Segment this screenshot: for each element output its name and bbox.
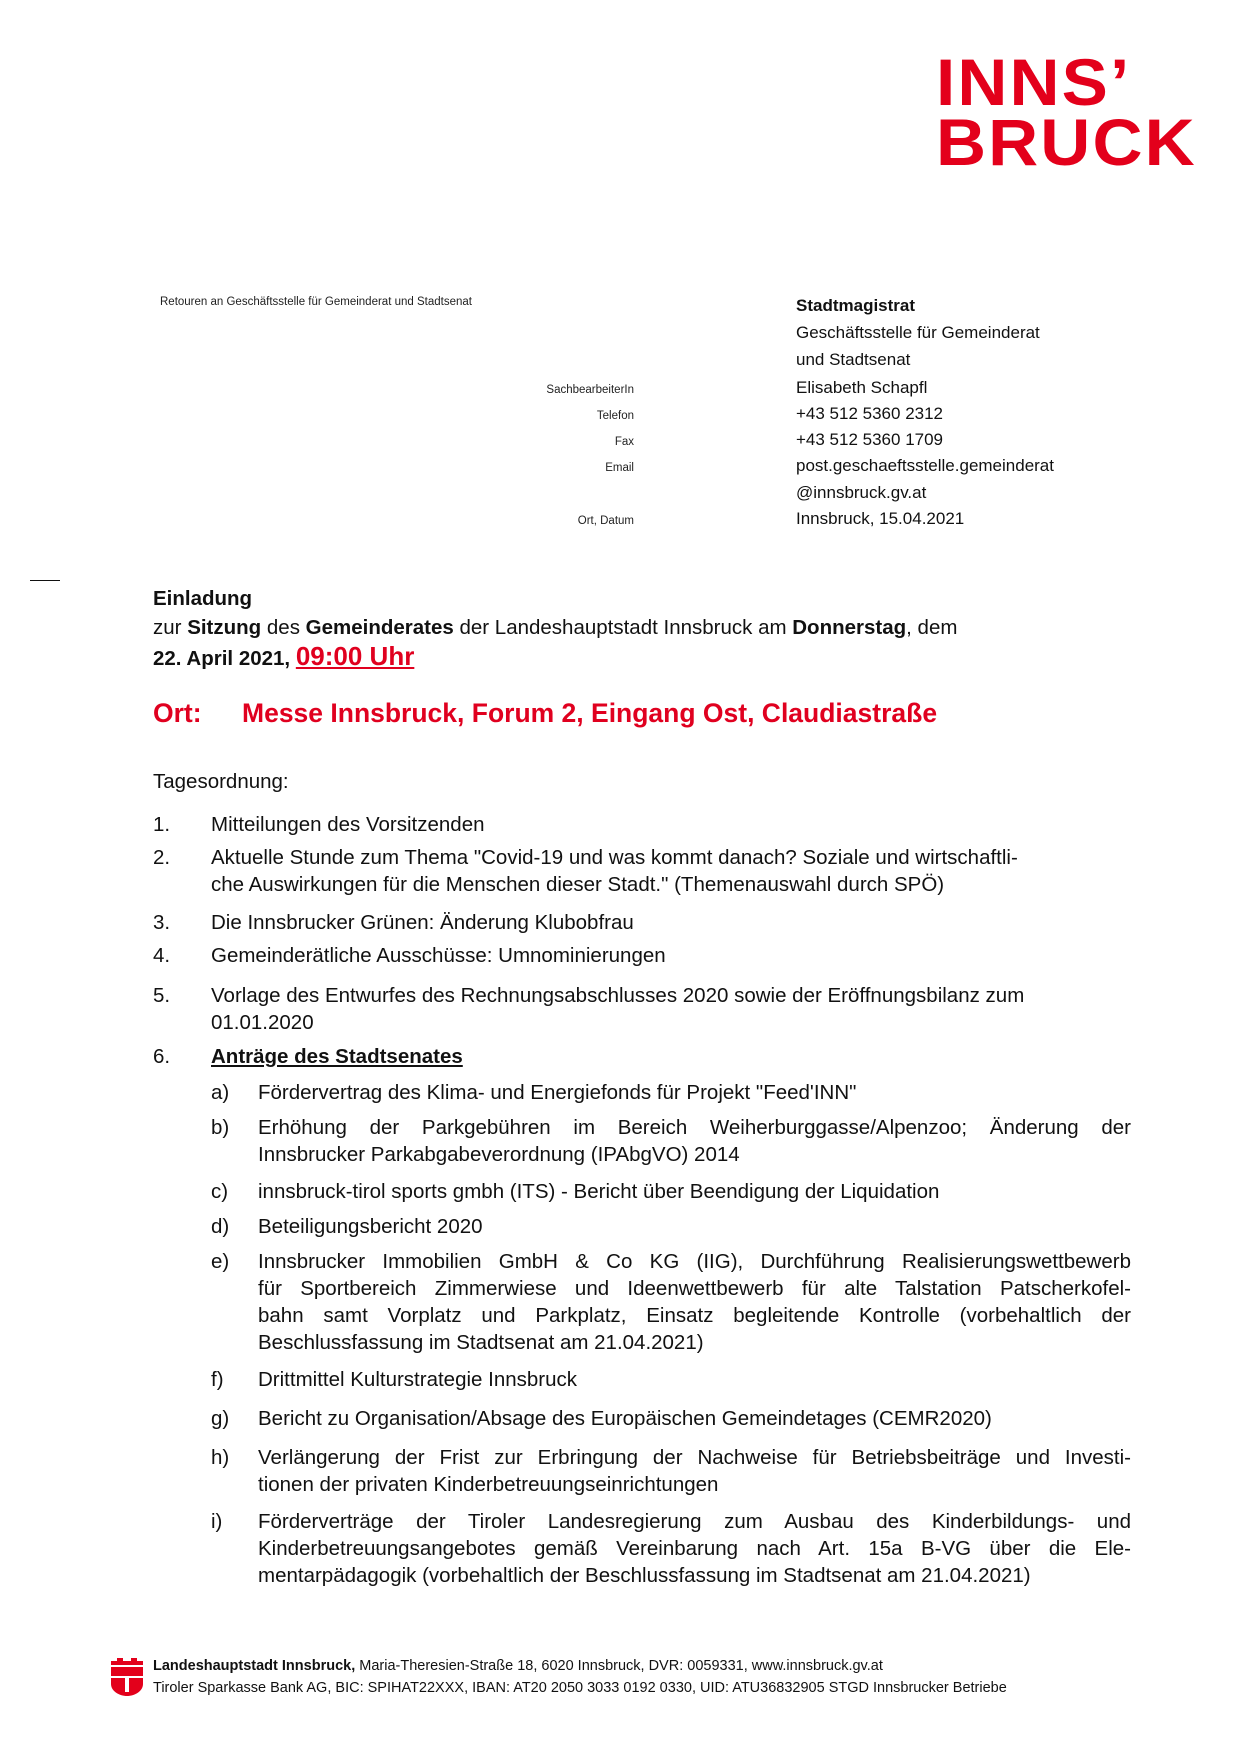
footer xyxy=(153,1655,1007,1699)
agenda-number: 6. xyxy=(153,1045,171,1068)
subitem-letter: i) xyxy=(211,1510,223,1533)
inv-text-d: Gemeinderates xyxy=(305,616,454,639)
subitem-line: Verlängerung der Frist zur Erbringung der Nachweise für Betriebsbeiträge und Investi- xyxy=(258,1446,1131,1469)
footer-line-1 xyxy=(153,1655,1007,1677)
sender-dept-line-2: und Stadtsenat xyxy=(796,350,911,369)
agenda-heading: Tagesordnung: xyxy=(153,770,289,793)
agenda-text: Anträge des Stadtsenates xyxy=(211,1045,463,1068)
subitem-line: Bericht zu Organisation/Absage des Europäischen Gemeindetages (CEMR2020) xyxy=(258,1407,992,1430)
inv-text-f: Donnerstag xyxy=(792,616,907,639)
subitem-letter: c) xyxy=(211,1180,229,1203)
subitem-letter: e) xyxy=(211,1250,230,1273)
subitem-line: mentarpädagogik (vorbehaltlich der Beschlussfassung im Stadtsenat am 21.04.2021) xyxy=(258,1564,1031,1587)
logo-line-2: BRUCK xyxy=(936,105,1197,179)
inv-text-e: der Landeshauptstadt Innsbruck am xyxy=(453,616,793,639)
invitation-line xyxy=(153,613,1133,642)
coat-of-arms-icon xyxy=(110,1657,144,1697)
subitem-letter: b) xyxy=(211,1116,230,1139)
subitem-letter: h) xyxy=(211,1446,230,1469)
agenda-text-line-1: Vorlage des Entwurfes des Rechnungsabschlusses 2020 sowie der Eröffnungsbilanz zum xyxy=(211,984,1025,1007)
clerk-label: SachbearbeiterIn xyxy=(546,384,634,396)
subitem-letter: g) xyxy=(211,1407,230,1430)
phone-value: +43 512 5360 2312 xyxy=(796,404,944,423)
invitation-date: 22. April 2021, xyxy=(153,647,296,670)
sender-dept-line-1: Geschäftsstelle für Gemeinderat xyxy=(796,323,1040,342)
date-label: Ort, Datum xyxy=(577,515,634,527)
subitem-line: Beteiligungsbericht 2020 xyxy=(258,1215,483,1238)
subitem-line: Fördervertrag des Klima- und Energiefonds für Projekt "Feed'INN" xyxy=(258,1081,857,1104)
return-address: Retouren an Geschäftsstelle für Gemeinderat und Stadtsenat xyxy=(160,296,472,308)
fold-mark xyxy=(30,580,60,581)
email-value-line-1: post.geschaeftsstelle.gemeinderat xyxy=(796,456,1054,475)
invitation-date-line xyxy=(153,642,1133,673)
footer-address: Maria-Theresien-Straße 18, 6020 Innsbruck, DVR: 0059331, www.innsbruck.gv.at xyxy=(355,1658,883,1674)
inv-text-a: zur xyxy=(153,616,188,639)
agenda-number: 2. xyxy=(153,846,171,869)
agenda-number: 4. xyxy=(153,944,171,967)
inv-text-b: Sitzung xyxy=(187,616,262,639)
clerk-value: Elisabeth Schapfl xyxy=(796,378,928,397)
subitem-line: tionen der privaten Kinderbetreuungseinrichtungen xyxy=(258,1473,719,1496)
subitem-line: Förderverträge der Tiroler Landesregierung zum Ausbau des Kinderbildungs- und xyxy=(258,1510,1131,1533)
subitem-line: Erhöhung der Parkgebühren im Bereich Weiherburggasse/Alpenzoo; Änderung der xyxy=(258,1116,1131,1139)
logo-line-1: INNS’ xyxy=(936,45,1132,119)
subitem-line: für Sportbereich Zimmerwiese und Ideenwettbewerb für alte Talstation Patscherkofel- xyxy=(258,1277,1131,1300)
subitem-line: Innsbrucker Immobilien GmbH & Co KG (IIG), Durchführung Realisierungswettbewerb xyxy=(258,1250,1131,1273)
inv-text-g: , dem xyxy=(906,616,958,639)
subitem-line: Kinderbetreuungsangebotes gemäß Vereinbarung nach Art. 15a B-VG über die Ele- xyxy=(258,1537,1131,1560)
agenda-text: Gemeinderätliche Ausschüsse: Umnominierungen xyxy=(211,944,666,967)
subitem-letter: f) xyxy=(211,1368,224,1391)
sender-org: Stadtmagistrat xyxy=(796,296,916,315)
date-value: Innsbruck, 15.04.2021 xyxy=(796,509,965,528)
agenda-text: Mitteilungen des Vorsitzenden xyxy=(211,813,485,836)
innsbruck-logo xyxy=(936,45,1197,179)
fax-value: +43 512 5360 1709 xyxy=(796,430,944,449)
subitem-line: innsbruck-tirol sports gmbh (ITS) - Bericht über Beendigung der Liquidation xyxy=(258,1180,940,1203)
location-label: Ort: xyxy=(153,698,202,728)
fax-label: Fax xyxy=(614,436,634,448)
agenda-text-line-2: che Auswirkungen für die Menschen dieser Stadt." (Themenauswahl durch SPÖ) xyxy=(211,873,945,896)
subitem-line: Innsbrucker Parkabgabeverordnung (IPAbgVO) 2014 xyxy=(258,1143,740,1166)
subitem-line: bahn samt Vorplatz und Parkplatz, Einsatz begleitende Kontrolle (vorbehaltlich der xyxy=(258,1304,1131,1327)
email-label: Email xyxy=(605,462,634,474)
agenda-number: 5. xyxy=(153,984,171,1007)
agenda-text-line-1: Aktuelle Stunde zum Thema "Covid-19 und was kommt danach? Soziale und wirtschaftli- xyxy=(211,846,1018,869)
agenda-number: 3. xyxy=(153,911,171,934)
location xyxy=(153,698,937,729)
location-value: Messe Innsbruck, Forum 2, Eingang Ost, Claudiastraße xyxy=(242,698,938,728)
subitem-line: Beschlussfassung im Stadtsenat am 21.04.2021) xyxy=(258,1331,704,1354)
subitem-letter: d) xyxy=(211,1215,230,1238)
invitation-title: Einladung xyxy=(153,587,253,610)
agenda-text: Die Innsbrucker Grünen: Änderung Klubobfrau xyxy=(211,911,634,934)
invitation xyxy=(153,584,1133,673)
agenda-text-line-2: 01.01.2020 xyxy=(211,1011,314,1034)
subitem-line: Drittmittel Kulturstrategie Innsbruck xyxy=(258,1368,578,1391)
phone-label: Telefon xyxy=(596,410,634,422)
agenda-number: 1. xyxy=(153,813,171,836)
sender-block xyxy=(796,292,1040,373)
footer-bank: Tiroler Sparkasse Bank AG, BIC: SPIHAT22XXX, IBAN: AT20 2050 3033 0192 0330, UID: ATU36832905 STGD Innsbrucker Betriebe xyxy=(153,1680,1007,1696)
subitem-letter: a) xyxy=(211,1081,230,1104)
email-value-line-2: @innsbruck.gv.at xyxy=(796,483,927,502)
inv-text-c: des xyxy=(261,616,306,639)
footer-name: Landeshauptstadt Innsbruck, xyxy=(153,1658,356,1674)
invitation-time: 09:00 Uhr xyxy=(295,641,415,671)
